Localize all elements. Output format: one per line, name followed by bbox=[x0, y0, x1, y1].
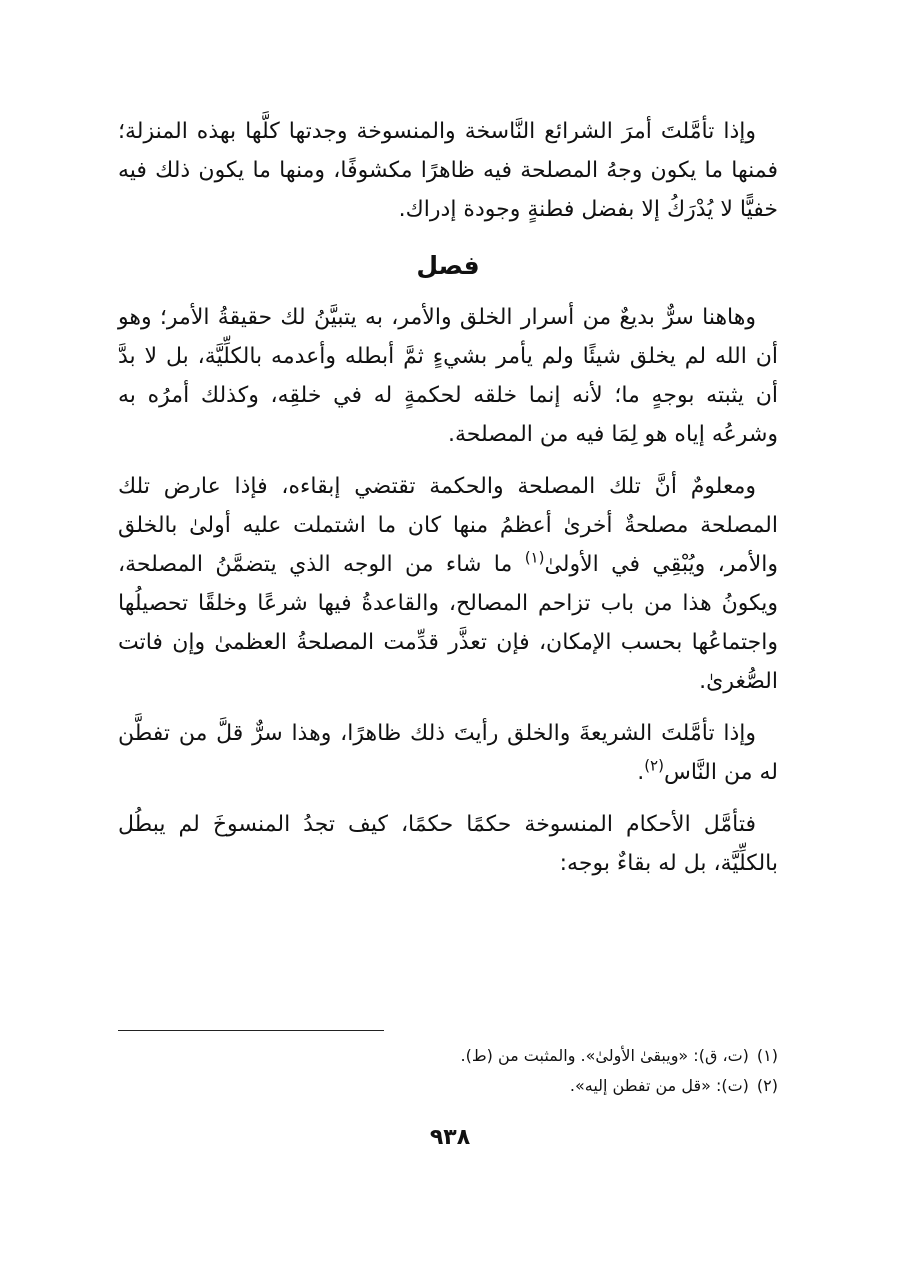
paragraph-intro: وإذا تأمَّلتَ أمرَ الشرائع النَّاسخة والمنسوخة وجدتها كلَّها بهذه المنزلة؛ فمنها ما يكون وجهُ المصلحة فيه ظاهرًا مكشوفًا، ومنها ما يكون ذلك فيه خفيًّا لا يُدْرَكُ إلا بفضل فطنةٍ وجودة إدراك. bbox=[118, 119, 778, 222]
paragraph-1: وهاهنا سرٌّ بديعٌ من أسرار الخلق والأمر، به يتبيَّنُ لك حقيقةُ الأمر؛ وهو أن الله لم يخلق شيئًا ولم يأمر بشيءٍ ثمَّ أبطله وأعدمه بالكلِّيَّة، بل لا بدَّ أن يثبته بوجهٍ ما؛ لأنه إنما خلقه لحكمةٍ له في خلقِه، وكذلك أمرُه به وشرعُه إياه هو لِمَا فيه من المصلحة. bbox=[118, 305, 778, 447]
paragraph-2 bbox=[118, 467, 778, 701]
paragraph-2-text-b: ما شاء من الوجه الذي يتضمَّنُ المصلحة، ويكونُ هذا من باب تزاحم المصالح، والقاعدةُ فيها شرعًا وخلقًا تحصيلُها واجتماعُها بحسب الإمكان، فإن تعذَّر قدِّمت المصلحةُ العظمىٰ وإن فاتت الصُّغرىٰ. bbox=[118, 552, 778, 694]
paragraph-3 bbox=[118, 714, 778, 792]
paragraph-3-text-a: وإذا تأمَّلتَ الشريعةَ والخلق رأيتَ ذلك ظاهرًا، وهذا سرٌّ قلَّ من تفطَّن له من النَّاس bbox=[118, 721, 778, 785]
footnote-1-text: (ت، ق): «ويبقىٰ الأولىٰ». والمثبت من (ط). bbox=[460, 1046, 749, 1065]
footnote-2 bbox=[118, 1071, 778, 1101]
footnote-1 bbox=[118, 1041, 778, 1071]
paragraph-3-text-b: . bbox=[637, 760, 645, 785]
paragraph-4: فتأمَّل الأحكام المنسوخة حكمًا حكمًا، كيف تجدُ المنسوخَ لم يبطُل بالكلِّيَّة، بل له بقاءٌ بوجه: bbox=[118, 812, 778, 876]
footnote-1-number: (١) bbox=[756, 1046, 778, 1065]
paragraph-2-text-a: ومعلومٌ أنَّ تلك المصلحة والحكمة تقتضي إبقاءه، فإذا عارض تلك المصلحة مصلحةٌ أخرىٰ أعظمُ منها كان ما اشتملت عليه أولىٰ بالخلق والأمر، ويُبْقِي في الأولىٰ bbox=[118, 474, 778, 577]
section-heading: فصل bbox=[416, 251, 480, 280]
main-text bbox=[118, 112, 778, 896]
footnotes bbox=[118, 1030, 778, 1101]
footnote-ref-2[interactable]: (٢) bbox=[644, 756, 664, 775]
footnote-2-number: (٢) bbox=[756, 1076, 778, 1095]
footnote-2-text: (ت): «قل من تفطن إليه». bbox=[569, 1076, 749, 1095]
footnote-divider bbox=[118, 1030, 384, 1031]
footnote-ref-1[interactable]: (١) bbox=[524, 548, 545, 567]
page-number: ٩٣٨ bbox=[429, 1125, 471, 1150]
